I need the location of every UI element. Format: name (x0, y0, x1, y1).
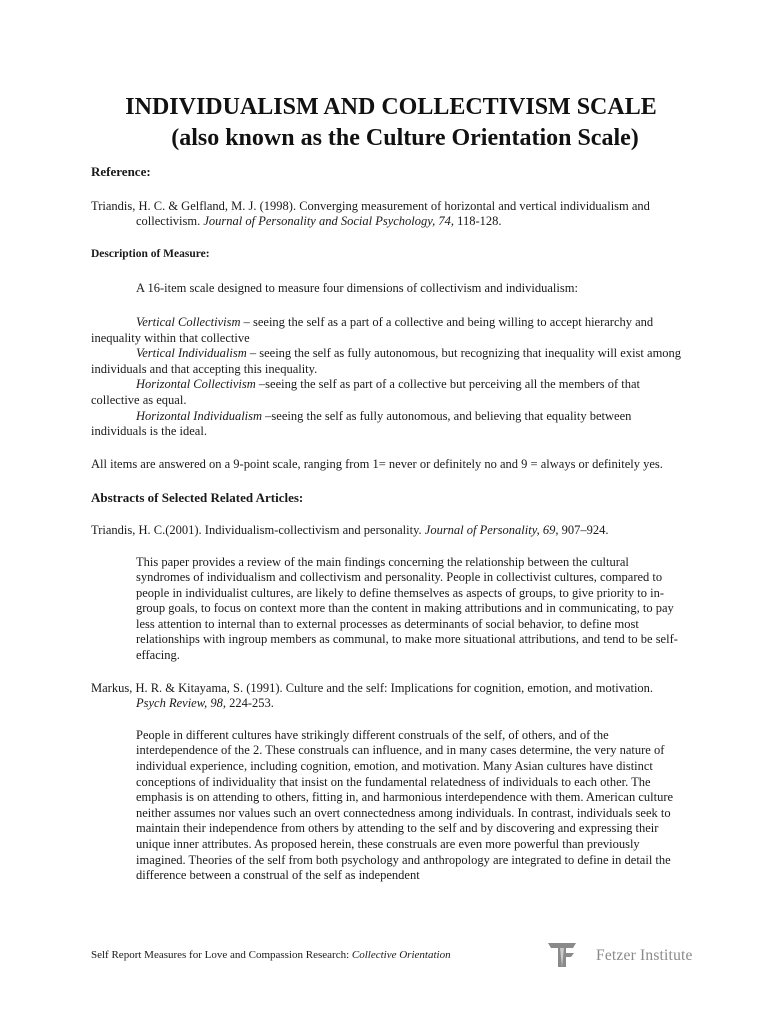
document-title (0, 92, 770, 154)
article-abstract: This paper provides a review of the main findings concerning the relationship between the cultural syndromes of individualism and collectivism and personality. People in collectivist cultures, compared to people in individualist cultures, are likely to define themselves as aspects of groups, to give priority to in-group goals, to focus on context more than the content in making attributions and in communicating, to pay less attention to internal than to external processes as determinants of social behavior, to define most relationships with ingroup members as communal, to make more situational attributions, and tend to be self-effacing. (136, 554, 678, 663)
abstracts-heading: Abstracts of Selected Related Articles: (91, 490, 304, 506)
dimension-item (91, 377, 683, 408)
description-heading: Description of Measure: (91, 247, 210, 260)
scale-note: All items are answered on a 9-point scale, ranging from 1= never or definitely no and 9 = always or definitely yes. (91, 456, 663, 471)
document-body (91, 164, 683, 901)
fetzer-logo-text: Fetzer Institute (596, 947, 693, 964)
page-footer (91, 947, 701, 969)
dimension-item (91, 346, 683, 377)
citation-pages: 118-128. (454, 214, 502, 229)
article-abstract: People in different cultures have strikingly different construals of the self, of others, and of the interdependence of the 2. These construals can influence, and in many cases determine, the very nature of individual experience, including cognition, emotion, and motivation. Many Asian cultures have distinct conceptions of individuality that insist on the fundamental relatedness of individuals to each other. The emphasis is on attending to others, fitting in, and harmonious interdependence with them. American culture neither assumes nor values such an overt connectedness among individuals. In contrast, individuals seek to maintain their independence from others by attending to the self and by discovering and expressing their unique inner attributes. As proposed herein, these construals are even more powerful than previously imagined. Theories of the self from both psychology and anthropology are integrated to define in detail the difference between a construal of the self as independent (136, 727, 674, 883)
dimension-text: – seeing the self as fully autonomous, but recognizing that inequality will exist among individuals and that accepting this inequality. (91, 346, 682, 376)
article-pages: , 907–924. (555, 522, 609, 537)
article-journal: Psych Review, 98 (136, 696, 223, 711)
reference-heading: Reference: (91, 164, 151, 179)
article-journal: Journal of Personality, 69 (424, 522, 556, 537)
footer-text (91, 949, 451, 961)
article-authors: Triandis, H. C.(2001). Individualism-collectivism and personality. (91, 522, 425, 537)
dimension-name: Vertical Individualism (136, 346, 247, 361)
dimension-text: – seeing the self as a part of a collective and being willing to accept hierarchy and inequality within that collective (91, 314, 654, 345)
title-line-2: (also known as the Culture Orientation Scale) (171, 125, 639, 151)
dimension-name: Horizontal Collectivism (136, 377, 256, 392)
title-line-1: INDIVIDUALISM AND COLLECTIVISM SCALE (125, 94, 657, 120)
description-intro: A 16-item scale designed to measure four dimensions of collectivism and individualism: (136, 281, 578, 296)
footer-text-prefix: Self Report Measures for Love and Compassion Research: (91, 949, 352, 961)
dimension-name: Horizontal Individualism (136, 408, 263, 423)
dimension-text: –seeing the self as fully autonomous, and believing that equality between individuals is the ideal. (91, 408, 632, 439)
dimension-text: –seeing the self as part of a collective but perceiving all the members of that collective as equal. (91, 377, 641, 407)
article-citation (91, 523, 683, 539)
article-pages: , 224-253. (222, 696, 274, 711)
dimension-item (91, 315, 683, 346)
dimension-list (91, 315, 683, 440)
dimension-name: Vertical Collectivism (136, 314, 241, 329)
article-authors: Markus, H. R. & Kitayama, S. (1991). Culture and the self: Implications for cognition, emotion, and motivation. (91, 680, 654, 695)
citation-journal: Journal of Personality and Social Psychology, 74, (203, 214, 455, 229)
reference-citation (91, 199, 683, 230)
dimension-item (91, 409, 683, 440)
citation-authors: Triandis, H. C. & Gelfland, M. J. (1998). Converging measurement of horizontal and vertical individualism and collectivism. (91, 198, 650, 229)
article-citation (91, 681, 683, 712)
footer-text-italic: Collective Orientation (351, 949, 451, 961)
fetzer-logo-icon (547, 941, 577, 969)
